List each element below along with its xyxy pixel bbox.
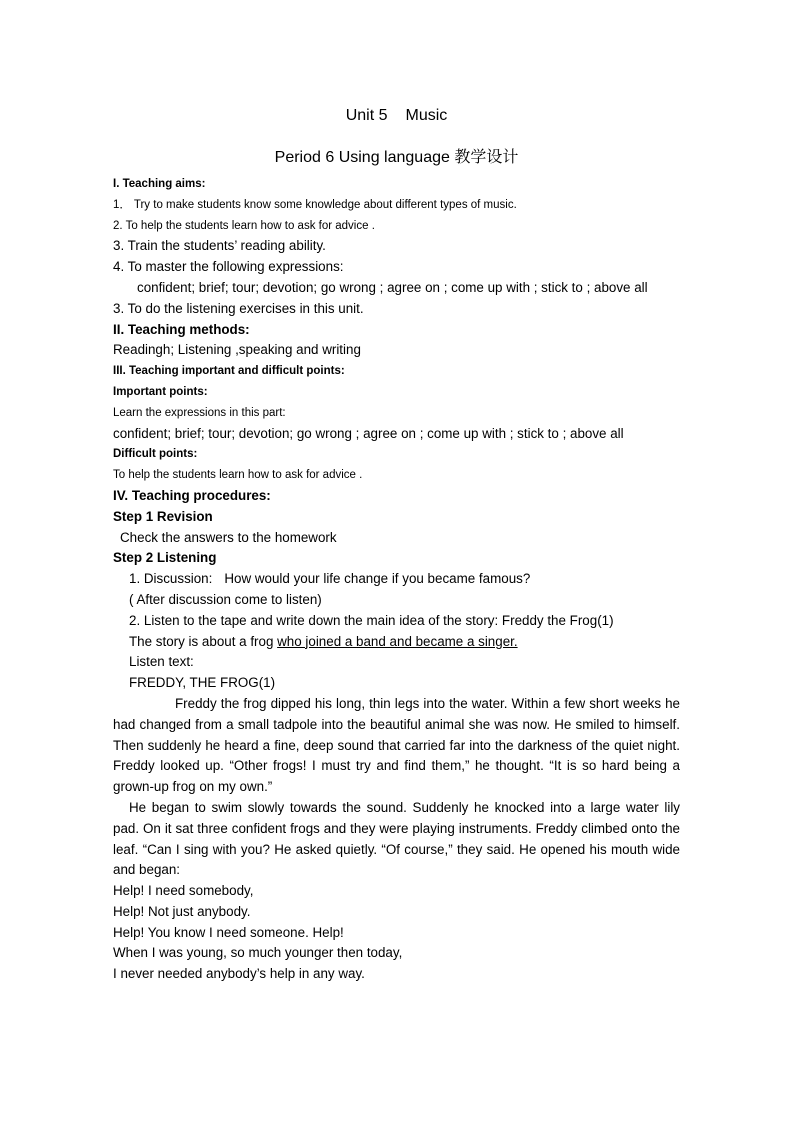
song-line-3: Help! You know I need someone. Help! — [113, 924, 344, 940]
unit-title — [113, 104, 680, 128]
discussion-line — [113, 569, 680, 590]
aims-item-4: 4. To master the following expressions: — [113, 259, 344, 275]
story-paragraph-2: He began to swim slowly towards the sound. Suddenly he knocked into a large water lily pad. On it sat three confident frogs and they were playing instruments. Freddy climbed onto the leaf. “Can I sing with you? He asked quietly. “Of course,” they said. He opened his mouth wide and began: — [113, 799, 680, 878]
unit-number: Unit 5 — [345, 107, 388, 124]
step2-heading: Step 2 Listening — [113, 550, 217, 566]
song-line-2: Help! Not just anybody. — [113, 903, 251, 919]
song-line-5: I never needed anybody’s help in any way. — [113, 966, 365, 982]
important-points-heading: Important points: — [113, 385, 208, 398]
unit-topic: Music — [405, 107, 448, 124]
story-summary — [113, 632, 680, 653]
document-page — [113, 104, 680, 985]
story-summary-answer: who joined a band and became a singer. — [277, 633, 518, 649]
aims-heading: I. Teaching aims: — [113, 178, 206, 190]
difficult-points-text: To help the students learn how to ask for advice . — [113, 469, 363, 482]
discussion-label: 1. Discussion: — [129, 571, 213, 587]
step1-heading: Step 1 Revision — [113, 508, 213, 524]
listen-instruction: 2. Listen to the tape and write down the main idea of the story: Freddy the Frog(1) — [129, 612, 614, 628]
difficult-points-heading: Difficult points: — [113, 448, 198, 461]
methods-heading: II. Teaching methods: — [113, 321, 250, 337]
aims-expressions: confident; brief; tour; devotion; go wrong ; agree on ; come up with ; stick to ; above all — [137, 279, 648, 295]
important-points-intro: Learn the expressions in this part: — [113, 406, 286, 419]
story-paragraph-1: Freddy the frog dipped his long, thin legs into the water. Within a few short weeks he had changed from a small tadpole into the beautiful animal she was now. He smiled to himself. Then suddenly he heard a fine, deep sound that carried far into the darkness of the quiet night. Freddy looked up. “Other frogs! I must try and find them,” he thought. “It is so hard being a grown-up frog on my own.” — [113, 695, 680, 795]
methods-text: Readingh; Listening ,speaking and writing — [113, 342, 361, 358]
aims-item-2: 2. To help the students learn how to ask for advice . — [113, 219, 375, 232]
discussion-question: How would your life change if you became famous? — [224, 571, 531, 587]
song-line-1: Help! I need somebody, — [113, 883, 254, 899]
song-line-4: When I was young, so much younger then today, — [113, 945, 403, 961]
aims-item-1: 1． Try to make students know some knowledge about different types of music. — [113, 198, 517, 211]
procedures-heading: IV. Teaching procedures: — [113, 487, 271, 503]
aims-item-3: 3. Train the students’ reading ability. — [113, 238, 326, 254]
listen-text-label: Listen text: — [129, 654, 194, 670]
important-points-text: confident; brief; tour; devotion; go wrong ; agree on ; come up with ; stick to ; above all — [113, 425, 624, 441]
step1-text: Check the answers to the homework — [120, 529, 337, 545]
story-title: FREDDY, THE FROG(1) — [129, 675, 276, 691]
period-subtitle: Period 6 Using language 教学设计 — [274, 149, 519, 166]
after-discussion: ( After discussion come to listen) — [129, 591, 322, 607]
story-summary-prefix: The story is about a frog — [129, 633, 278, 649]
points-heading: III. Teaching important and difficult points: — [113, 365, 345, 378]
aims-item-last: 3. To do the listening exercises in this unit. — [113, 300, 364, 316]
